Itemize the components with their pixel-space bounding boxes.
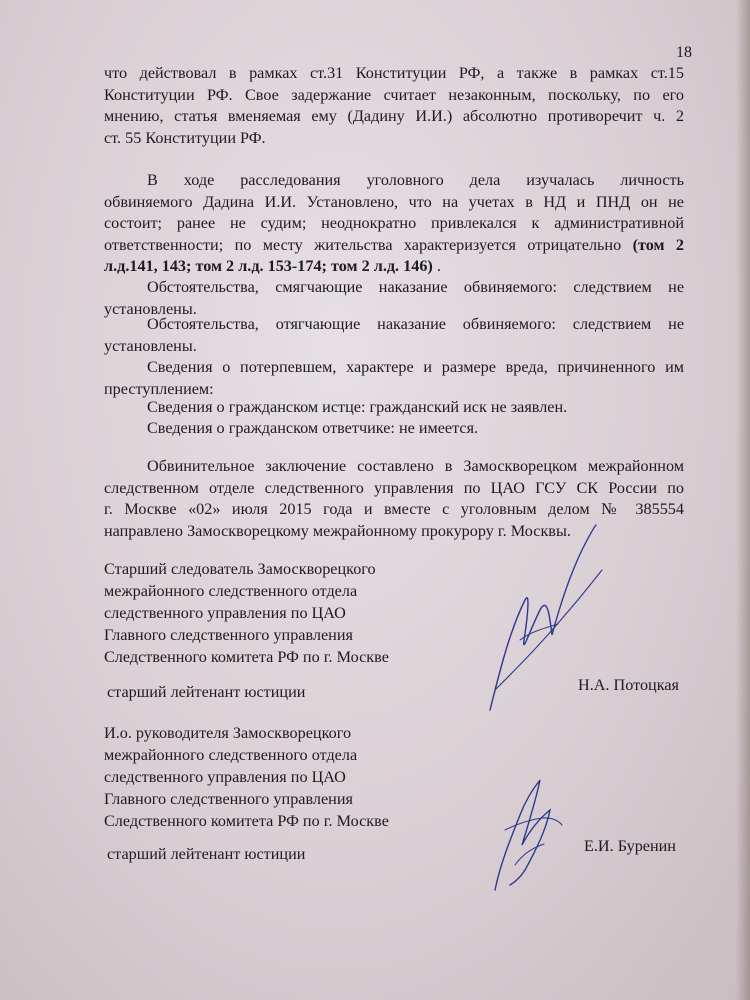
text-line: Конституции РФ. Свое задержание считает незаконным, поскольку, по его — [104, 85, 684, 104]
page-edge-shadow — [736, 0, 750, 1000]
text-segment: . — [436, 257, 441, 275]
text-line: Обстоятельства, отягчающие наказание обвиняемого: следствием не — [147, 315, 684, 333]
text-line: Сведения о гражданском ответчике: не имеется. — [147, 419, 479, 437]
text-line: В ходе расследования уголовного дела изучалась личность — [147, 171, 684, 189]
text-segment: ответственности; по месту жительства характеризуется отрицательно — [104, 235, 622, 254]
paragraph-constitution — [104, 63, 684, 149]
signer-title-line: Главного следственного управления — [104, 626, 353, 644]
text-line: Сведения о потерпевшем, характере и размере вреда, причиненного им — [147, 358, 684, 376]
signer-title-line: следственного управления по ЦАО — [104, 768, 346, 786]
signer-name: Е.И. Буренин — [584, 837, 676, 855]
page-number: 18 — [676, 44, 692, 61]
signer-rank: старший лейтенант юстиции — [107, 845, 306, 863]
paragraph-victim — [104, 357, 684, 400]
text-line: следственном отделе следственного управления по ЦАО ГСУ СК России по — [104, 478, 684, 497]
text-line: установлены. — [104, 336, 197, 355]
handwritten-signature-icon — [470, 520, 620, 720]
case-reference: л.д.141, 143; том 2 л.д. 153-174; том 2 л.д. 146) — [104, 257, 433, 275]
signer-title-line: следственного управления по ЦАО — [104, 604, 346, 622]
text-line: состоит; ранее не судим; неоднократно привлекался к административной — [104, 214, 684, 232]
signer-title-line: Главного следственного управления — [104, 790, 353, 808]
text-line: Сведения о гражданском истце: гражданский иск не заявлен. — [147, 398, 568, 416]
text-line: установлены. — [104, 299, 197, 318]
text-line: Обвинительное заключение составлено в Замоскворецком межрайонном — [147, 457, 684, 475]
signer-title-line: межрайонного следственного отдела — [104, 582, 358, 600]
text-line: мнению, статья вменяемая ему (Дадину И.И.) абсолютно противоречит ч. 2 — [104, 107, 684, 125]
handwritten-signature-icon — [470, 770, 580, 900]
paragraph-personality — [104, 170, 684, 278]
text-line: г. Москве «02» июля 2015 года и вместе с уголовным делом № 385554 — [104, 500, 684, 518]
paragraph-aggravating — [104, 314, 684, 357]
text-line: ст. 55 Конституции РФ. — [104, 128, 266, 147]
signer-title-line: Следственного комитета РФ по г. Москве — [104, 812, 389, 830]
text-line: что действовал в рамках ст.31 Конституции РФ, а также в рамках ст.15 — [104, 64, 684, 82]
signer-rank: старший лейтенант юстиции — [107, 683, 306, 701]
signer-name: Н.А. Потоцкая — [578, 676, 679, 694]
text-line — [104, 235, 684, 257]
text-line: обвиняемого Дадина И.И. Установлено, что на учетах в НД и ПНД он не — [104, 192, 684, 211]
case-reference: (том 2 — [632, 235, 684, 254]
paragraph-civil-plaintiff — [104, 397, 684, 419]
signer-title-line: межрайонного следственного отдела — [104, 746, 358, 764]
signer-title-block — [104, 558, 389, 668]
text-line: Обстоятельства, смягчающие наказание обвиняемого: следствием не — [147, 278, 684, 296]
signer-title-line: Следственного комитета РФ по г. Москве — [104, 648, 389, 666]
text-line — [104, 256, 684, 278]
signer-title-line: И.о. руководителя Замоскворецкого — [104, 724, 352, 742]
paragraph-civil-defendant — [104, 418, 684, 440]
text-line: направлено Замоскворецкому межрайонному прокурору г. Москвы. — [104, 521, 571, 540]
signer-title-block — [104, 722, 389, 832]
signer-title-line: Старший следователь Замоскворецкого — [104, 560, 376, 578]
text-line: преступлением: — [104, 379, 214, 398]
